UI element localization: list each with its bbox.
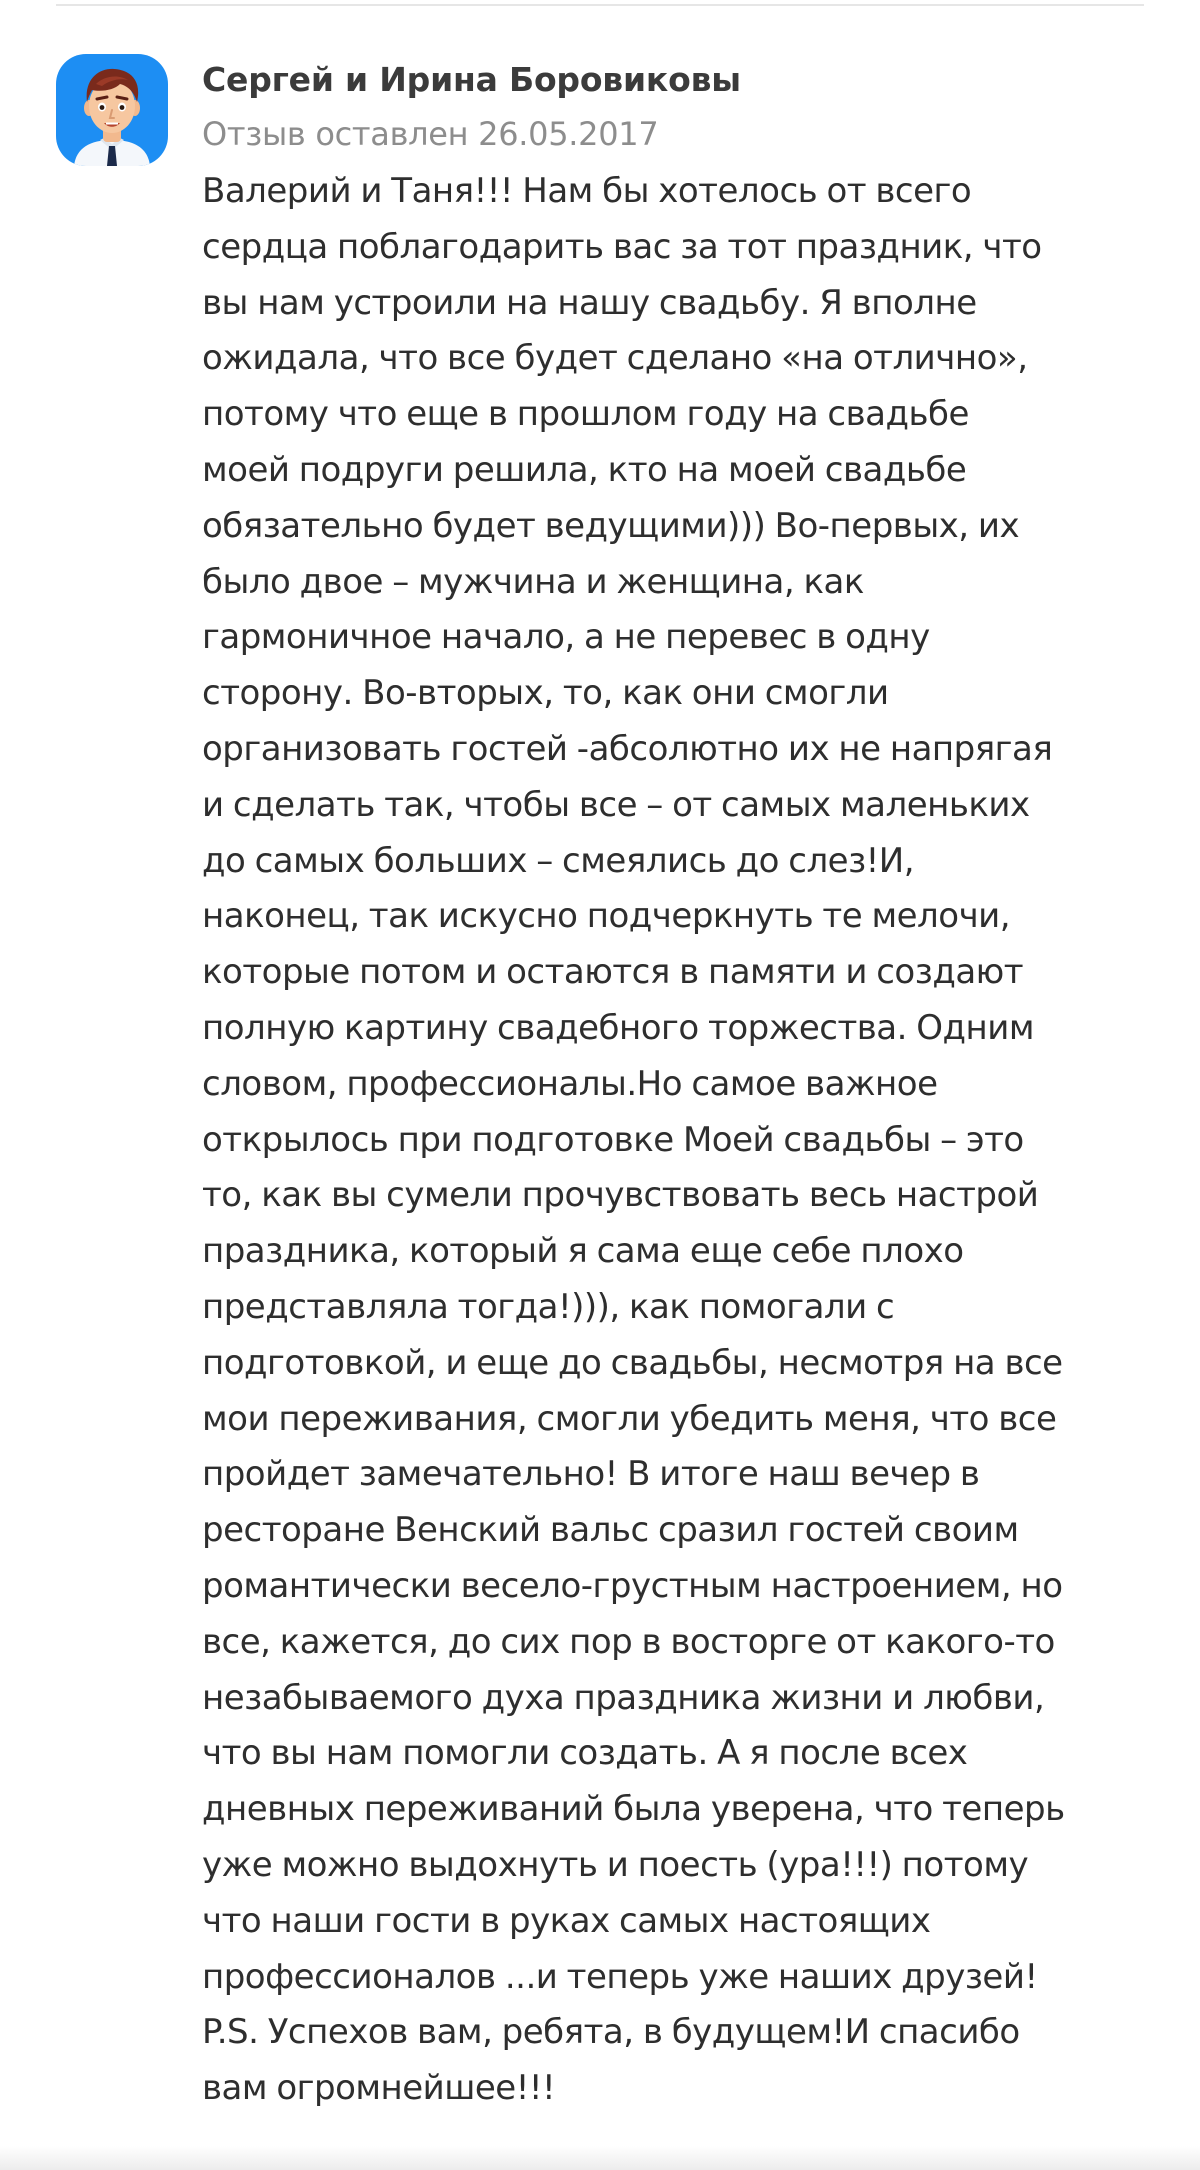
bottom-shadow <box>0 2146 1200 2170</box>
top-divider <box>56 4 1144 6</box>
review-text: Валерий и Таня!!! Нам бы хотелось от всего сердца поблагодарить вас за тот праздник, что вы нам устроили на нашу свадьбу. Я вполне ожидала, что все будет сделано «на отлично», потому что еще в прошлом году на свадьбе моей подруги решила, кто на моей свадьбе обязательно будет ведущими))) Во-первых, их было двое – мужчина и женщина, как гармоничное начало, а не перевес в одну сторону. Во-вторых, то, как они смогли организовать гостей -абсолютно их не напрягая и сделать так, чтобы все – от самых маленьких до самых больших – смеялись до слез!И, наконец, так искусно подчеркнуть те мелочи, которые потом и остаются в памяти и создают полную картину свадебного торжества. Одним словом, профессионалы.Но самое важное открылось при подготовке Моей свадьбы – это то, как вы сумели прочувствовать весь настрой праздника, который я сама еще себе плохо представляла тогда!))), как помогали с подготовкой, и еще до свадьбы, несмотря на все мои переживания, смогли убедить меня, что все пройдет замечательно! В итоге наш вечер в ресторане Венский вальс сразил гостей своим романтически весело-грустным настроением, но все, кажется, до сих пор в восторге от какого-то незабываемого духа праздника жизни и любви, что вы нам помогли создать. А я после всех дневных переживаний была уверена, что теперь уже можно выдохнуть и поесть (ура!!!) потому что наши гости в руках самых настоящих профессионалов ...и теперь уже наших друзей! P.S. Успехов вам, ребята, в будущем!И спасибо вам огромнейшее!!! <box>202 171 1065 2109</box>
review-content <box>202 54 1160 2117</box>
author-name: Сергей и Ирина Боровиковы <box>202 60 741 99</box>
review-date: Отзыв оставлен 26.05.2017 <box>202 115 659 153</box>
user-avatar-icon <box>56 54 168 166</box>
